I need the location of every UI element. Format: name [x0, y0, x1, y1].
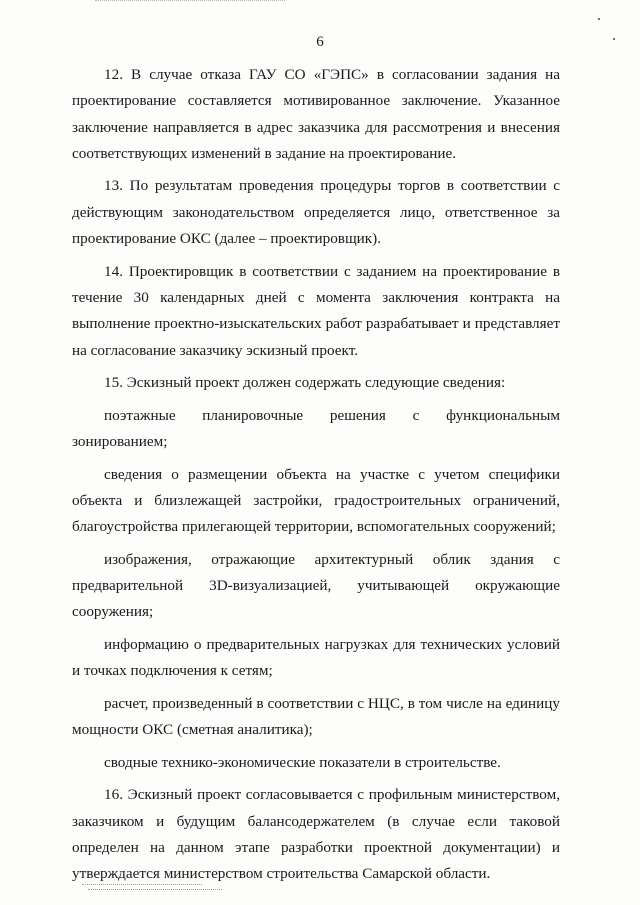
list-item-floor-plans: поэтажные планировочные решения с функциональным зонированием; — [72, 406, 560, 451]
paragraph-16: 16. Эскизный проект согласовывается с профильным министерством, заказчиком и будущим балансодержателем (в случае если таковой определен на данном этапе разработки проектной документации) и утверждается министерством строительства Самарской области. — [72, 786, 560, 883]
scan-artifact-top — [95, 0, 285, 3]
paragraph-13: 13. По результатам проведения процедуры торгов в соответствии с действующим законодательством определяется лицо, ответственное за проектирование ОКС (далее – проектировщик). — [72, 177, 560, 248]
scan-artifact-bottom — [82, 884, 222, 892]
paragraph-15: 15. Эскизный проект должен содержать следующие сведения: — [104, 374, 506, 392]
document-body — [72, 62, 560, 888]
page-number: 6 — [316, 34, 324, 50]
list-item-site-placement: сведения о размещении объекта на участке с учетом специфики объекта и близлежащей застройки, градостроительных ограничений, благоустройства прилегающей территории, вспомогательных сооружений; — [72, 465, 560, 536]
list-item-indicators: сводные технико-экономические показатели в строительстве. — [104, 753, 501, 771]
list-item-cost-calculation: расчет, произведенный в соответствии с НЦС, в том числе на единицу мощности ОКС (сметная аналитика); — [72, 694, 560, 739]
list-item-visualization: изображения, отражающие архитектурный облик здания с предварительной 3D-визуализацией, учитывающей окружающие сооружения; — [72, 550, 560, 621]
paragraph-14: 14. Проектировщик в соответствии с заданием на проектирование в течение 30 календарных дней с момента заключения контракта на выполнение проектно-изыскательских работ разрабатывает и представляет на согласование заказчику эскизный проект. — [72, 262, 560, 359]
paragraph-12: 12. В случае отказа ГАУ СО «ГЭПС» в согласовании задания на проектирование составляется мотивированное заключение. Указанное заключение направляется в адрес заказчика для рассмотрения и внесения соответствующих изменений в задание на проектирование. — [72, 66, 560, 162]
scan-speck — [598, 18, 600, 20]
list-item-loads: информацию о предварительных нагрузках для технических условий и точках подключения к сетям; — [72, 636, 560, 680]
scan-artifact-line — [82, 884, 202, 885]
scan-artifact-line — [88, 889, 222, 890]
